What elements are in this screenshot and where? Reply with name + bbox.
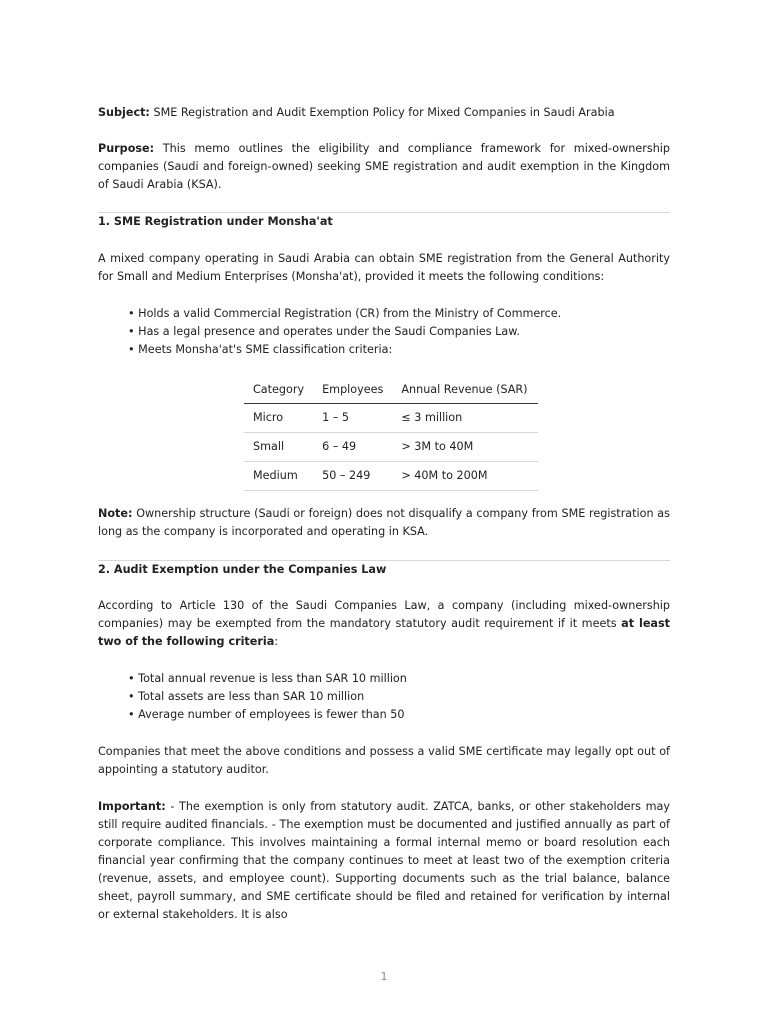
table-cell: Micro bbox=[244, 404, 313, 433]
table-row bbox=[244, 404, 538, 433]
table-header-cell: Employees bbox=[313, 376, 392, 404]
list-item: • Total assets are less than SAR 10 million bbox=[128, 690, 365, 703]
section-2-conclusion: Companies that meet the above conditions and possess a valid SME certificate may legally opt out of appointing a statutory auditor. bbox=[98, 745, 670, 776]
subject-line bbox=[98, 104, 670, 122]
table-cell: > 40M to 200M bbox=[392, 462, 537, 491]
subject-text: SME Registration and Audit Exemption Policy for Mixed Companies in Saudi Arabia bbox=[149, 106, 615, 119]
memo-body bbox=[98, 104, 670, 924]
section-2-heading: 2. Audit Exemption under the Companies Law bbox=[98, 563, 387, 576]
section-2-bullet-list bbox=[98, 670, 670, 724]
section-1-heading: 1. SME Registration under Monsha'at bbox=[98, 215, 333, 228]
list-item: • Total annual revenue is less than SAR 10 million bbox=[128, 672, 407, 685]
list-item: • Has a legal presence and operates under the Saudi Companies Law. bbox=[128, 325, 520, 338]
purpose-text: This memo outlines the eligibility and compliance framework for mixed-ownership companies (Saudi and foreign-owned) seeking SME registration and audit exemption in the Kingdom of Saudi Arabia (KSA). bbox=[98, 142, 670, 191]
section-1-intro: A mixed company operating in Saudi Arabia can obtain SME registration from the General Authority for Small and Medium Enterprises (Monsha'at), provided it meets the following conditions: bbox=[98, 252, 670, 283]
table-row bbox=[244, 462, 538, 491]
important-text: - The exemption is only from statutory audit. ZATCA, banks, or other stakeholders may still require audited financials. - The exemption must be documented and justified annually as part of corporate compliance. This involves maintaining a formal internal memo or board resolution each financial year confirming that the company continues to meet at least two of the exemption criteria (revenue, assets, and employee count). Supporting documents such as the trial balance, balance sheet, payroll summary, and SME certificate should be filed and retained for verification by internal or external stakeholders. It is also bbox=[98, 800, 670, 921]
table-cell: > 3M to 40M bbox=[392, 433, 537, 462]
section-2-intro-emphasis: at least two of the following criteria bbox=[98, 617, 670, 648]
section-2-intro bbox=[98, 597, 670, 651]
section-2-intro-colon: : bbox=[274, 635, 279, 648]
table-header-cell: Annual Revenue (SAR) bbox=[392, 376, 537, 404]
table-cell: Medium bbox=[244, 462, 313, 491]
note-paragraph bbox=[98, 505, 670, 541]
important-paragraph bbox=[98, 798, 670, 924]
section-1-bullet-list bbox=[98, 305, 670, 359]
table-cell: Small bbox=[244, 433, 313, 462]
note-text: Ownership structure (Saudi or foreign) does not disqualify a company from SME registration as long as the company is incorporated and operating in KSA. bbox=[98, 507, 670, 538]
section-2-intro-text: According to Article 130 of the Saudi Companies Law, a company (including mixed-ownership companies) may be exempted from the mandatory statutory audit requirement if it meets bbox=[98, 599, 670, 630]
list-item: • Holds a valid Commercial Registration (CR) from the Ministry of Commerce. bbox=[128, 307, 562, 320]
table-header-cell: Category bbox=[244, 376, 313, 404]
list-item: • Meets Monsha'at's SME classification criteria: bbox=[128, 343, 393, 356]
table-cell: ≤ 3 million bbox=[392, 404, 537, 433]
table-cell: 1 – 5 bbox=[313, 404, 392, 433]
page-number: 1 bbox=[380, 970, 388, 983]
table-cell: 50 – 249 bbox=[313, 462, 392, 491]
sme-classification-table bbox=[244, 376, 538, 491]
note-label: Note: bbox=[98, 507, 133, 520]
important-label: Important: bbox=[98, 800, 166, 813]
table-cell: 6 – 49 bbox=[313, 433, 392, 462]
purpose-label: Purpose: bbox=[98, 142, 155, 155]
table-header-row bbox=[244, 376, 538, 404]
purpose-paragraph bbox=[98, 140, 670, 194]
subject-label: Subject: bbox=[98, 106, 150, 119]
table-row bbox=[244, 433, 538, 462]
list-item: • Average number of employees is fewer than 50 bbox=[128, 708, 405, 721]
